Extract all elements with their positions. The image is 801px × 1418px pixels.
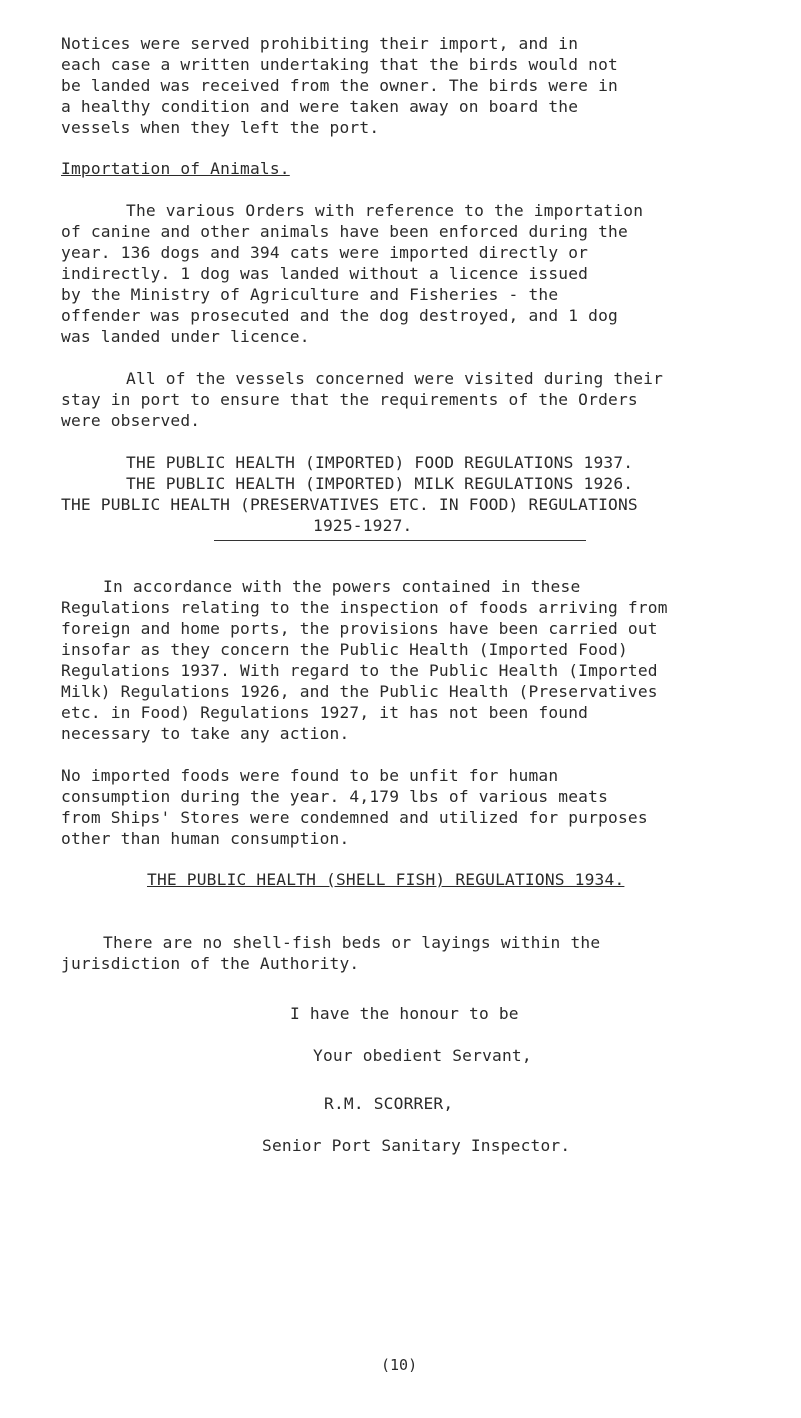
shellfish-line-2: jurisdiction of the Authority. <box>61 954 360 973</box>
animals-p2-line-3: were observed. <box>61 411 201 430</box>
page-number: (10) <box>381 1356 418 1374</box>
food-reg-heading-3: THE PUBLIC HEALTH (PRESERVATIVES ETC. IN FOOD) REGULATIONS <box>61 495 638 514</box>
animals-heading: Importation of Animals. <box>61 159 290 178</box>
food-p1-line-3: foreign and home ports, the provisions have been carried out <box>61 619 658 638</box>
animals-p2-line-2: stay in port to ensure that the requirements of the Orders <box>61 390 638 409</box>
shellfish-heading: THE PUBLIC HEALTH (SHELL FISH) REGULATIONS 1934. <box>147 870 625 889</box>
intro-line-2: each case a written undertaking that the birds would not <box>61 55 618 74</box>
signatory-title: Senior Port Sanitary Inspector. <box>262 1136 571 1155</box>
food-reg-heading-2: THE PUBLIC HEALTH (IMPORTED) MILK REGULATIONS 1926. <box>126 474 634 493</box>
intro-line-3: be landed was received from the owner. The birds were in <box>61 76 618 95</box>
food-p1-line-1: In accordance with the powers contained in these <box>103 577 581 596</box>
animals-p1-line-3: year. 136 dogs and 394 cats were imported directly or <box>61 243 589 262</box>
heading-rule <box>214 540 586 541</box>
animals-p1-line-5: by the Ministry of Agriculture and Fisheries - the <box>61 285 559 304</box>
food-p1-line-2: Regulations relating to the inspection of foods arriving from <box>61 598 668 617</box>
food-p2-line-1: No imported foods were found to be unfit for human <box>61 766 559 785</box>
food-p2-line-2: consumption during the year. 4,179 lbs of various meats <box>61 787 609 806</box>
food-p1-line-8: necessary to take any action. <box>61 724 350 743</box>
animals-p1-line-2: of canine and other animals have been enforced during the <box>61 222 628 241</box>
animals-p1-line-6: offender was prosecuted and the dog destroyed, and 1 dog <box>61 306 618 325</box>
food-p2-line-3: from Ships' Stores were condemned and utilized for purposes <box>61 808 648 827</box>
animals-p1-line-7: was landed under licence. <box>61 327 310 346</box>
food-reg-heading-1: THE PUBLIC HEALTH (IMPORTED) FOOD REGULATIONS 1937. <box>126 453 634 472</box>
food-p2-line-4: other than human consumption. <box>61 829 350 848</box>
closing-honour: I have the honour to be <box>290 1004 519 1023</box>
intro-line-5: vessels when they left the port. <box>61 118 380 137</box>
animals-p1-line-4: indirectly. 1 dog was landed without a licence issued <box>61 264 589 283</box>
intro-line-4: a healthy condition and were taken away on board the <box>61 97 579 116</box>
food-p1-line-6: Milk) Regulations 1926, and the Public Health (Preservatives <box>61 682 658 701</box>
shellfish-line-1: There are no shell-fish beds or layings within the <box>103 933 601 952</box>
animals-p2-line-1: All of the vessels concerned were visited during their <box>126 369 664 388</box>
food-p1-line-4: insofar as they concern the Public Health (Imported Food) <box>61 640 628 659</box>
signatory-name: R.M. SCORRER, <box>324 1094 454 1113</box>
food-p1-line-5: Regulations 1937. With regard to the Public Health (Imported <box>61 661 658 680</box>
food-p1-line-7: etc. in Food) Regulations 1927, it has not been found <box>61 703 589 722</box>
intro-line-1: Notices were served prohibiting their import, and in <box>61 34 579 53</box>
closing-servant: Your obedient Servant, <box>313 1046 532 1065</box>
animals-p1-line-1: The various Orders with reference to the importation <box>126 201 644 220</box>
food-reg-heading-4: 1925-1927. <box>313 516 413 535</box>
